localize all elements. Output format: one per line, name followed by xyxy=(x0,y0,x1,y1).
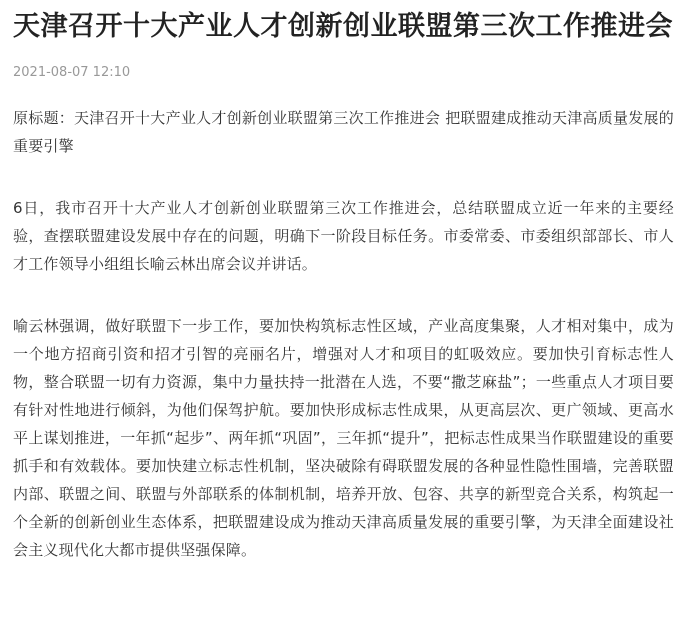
original-title-paragraph: 原标题：天津召开十大产业人才创新创业联盟第三次工作推进会 把联盟建成推动天津高质量发展的重要引擎 xyxy=(13,109,674,155)
article-paragraph-2: 喻云林强调，做好联盟下一步工作，要加快构筑标志性区域，产业高度集聚，人才相对集中，成为一个地方招商引资和招才引智的亮丽名片，增强对人才和项目的虹吸效应。要加快引育标志性人物，整合联盟一切有力资源，集中力量扶持一批潜在人选，不要“撒芝麻盐”；一些重点人才项目要有针对性地进行倾斜，为他们保驾护航。要加快形成标志性成果，从更高层次、更广领域、更高水平上谋划推进，一年抓“起步”、两年抓“巩固”，三年抓“提升”，把标志性成果当作联盟建设的重要抓手和有效载体。要加快建立标志性机制，坚决破除有碍联盟发展的各种显性隐性围墙，完善联盟内部、联盟之间、联盟与外部联系的体制机制，培养开放、包容、共享的新型竞合关系，构筑起一个全新的创新创业生态体系，把联盟建设成为推动天津高质量发展的重要引擎，为天津全面建设社会主义现代化大都市提供坚强保障。 xyxy=(13,317,674,559)
article-title: 天津召开十大产业人才创新创业联盟第三次工作推进会 xyxy=(13,11,673,42)
publish-timestamp: 2021-08-07 12:10 xyxy=(13,65,131,80)
article-paragraph-1: 6日，我市召开十大产业人才创新创业联盟第三次工作推进会，总结联盟成立近一年来的主要经验，查摆联盟建设发展中存在的问题，明确下一阶段目标任务。市委常委、市委组织部部长、市人才工作领导小组组长喻云林出席会议并讲话。 xyxy=(13,199,674,273)
